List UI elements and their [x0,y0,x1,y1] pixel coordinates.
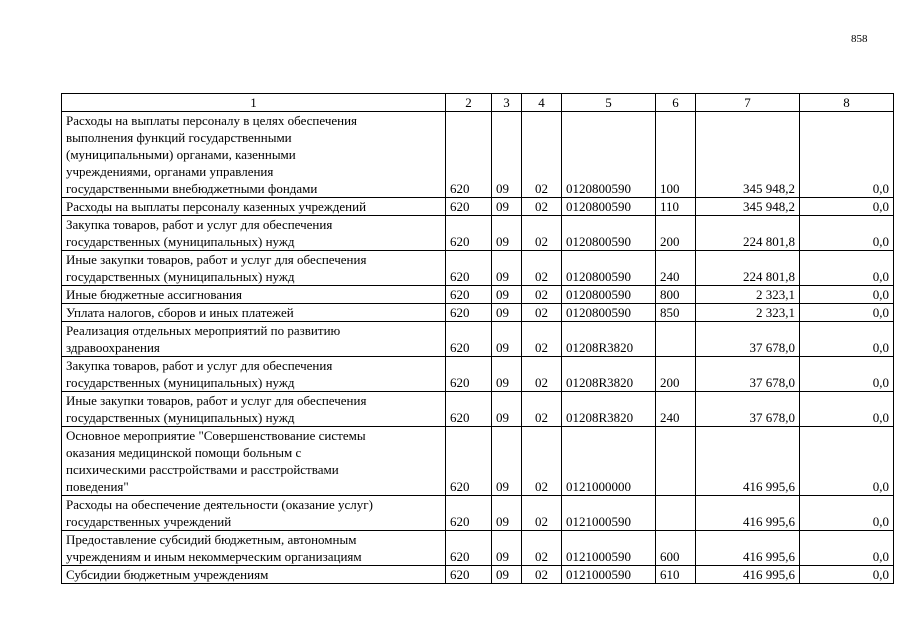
cell-ministry-code: 620 [446,392,492,427]
page-number: 858 [851,33,868,45]
cell-section: 09 [492,112,522,198]
cell-amount-extra: 0,0 [800,304,894,322]
cell-subsection: 02 [522,322,562,357]
cell-subsection: 02 [522,216,562,251]
cell-amount-extra: 0,0 [800,531,894,566]
cell-target-item: 0120800590 [562,198,656,216]
cell-section: 09 [492,216,522,251]
cell-amount: 224 801,8 [696,251,800,286]
cell-expense-type: 100 [656,112,696,198]
cell-target-item: 0121000590 [562,531,656,566]
row-description [62,198,446,216]
header-cell: 4 [522,94,562,112]
cell-subsection: 02 [522,496,562,531]
cell-amount-extra: 0,0 [800,322,894,357]
cell-target-item: 0121000590 [562,496,656,531]
cell-target-item: 0120800590 [562,216,656,251]
cell-ministry-code: 620 [446,304,492,322]
cell-expense-type: 110 [656,198,696,216]
description-line: Расходы на выплаты персоналу казенных учреждений [66,199,367,214]
cell-ministry-code: 620 [446,357,492,392]
header-row [62,94,894,112]
row-description [62,304,446,322]
cell-subsection: 02 [522,531,562,566]
description-line: Предоставление субсидий бюджетным, автономным [66,532,357,547]
cell-expense-type: 240 [656,392,696,427]
row-description [62,286,446,304]
description-line: Закупка товаров, работ и услуг для обеспечения [66,217,333,232]
row-description [62,566,446,584]
description-line: государственных (муниципальных) нужд [66,234,295,249]
cell-target-item: 0121000000 [562,427,656,496]
cell-expense-type: 850 [656,304,696,322]
table-row [62,216,894,251]
cell-ministry-code: 620 [446,531,492,566]
cell-section: 09 [492,496,522,531]
cell-ministry-code: 620 [446,216,492,251]
cell-section: 09 [492,198,522,216]
cell-expense-type: 800 [656,286,696,304]
description-line: (муниципальными) органами, казенными [66,147,296,162]
header-cell: 5 [562,94,656,112]
cell-section: 09 [492,286,522,304]
cell-amount-extra: 0,0 [800,392,894,427]
header-cell: 3 [492,94,522,112]
cell-amount: 37 678,0 [696,322,800,357]
description-line: государственных (муниципальных) нужд [66,269,295,284]
description-line: государственных учреждений [66,514,232,529]
cell-expense-type: 240 [656,251,696,286]
cell-amount: 345 948,2 [696,198,800,216]
cell-section: 09 [492,322,522,357]
table-row [62,112,894,198]
description-line: Расходы на обеспечение деятельности (оказание услуг) [66,497,373,512]
cell-amount: 345 948,2 [696,112,800,198]
cell-amount-extra: 0,0 [800,251,894,286]
table-row [62,251,894,286]
cell-subsection: 02 [522,427,562,496]
description-line: выполнения функций государственными [66,130,292,145]
budget-table [61,93,894,584]
cell-amount: 416 995,6 [696,566,800,584]
cell-amount: 416 995,6 [696,531,800,566]
cell-amount-extra: 0,0 [800,496,894,531]
description-line: Уплата налогов, сборов и иных платежей [66,305,294,320]
table-row [62,496,894,531]
cell-amount-extra: 0,0 [800,112,894,198]
cell-expense-type: 200 [656,357,696,392]
table-row [62,357,894,392]
description-line: государственных (муниципальных) нужд [66,410,295,425]
table-row [62,286,894,304]
table-row [62,427,894,496]
description-line: Иные закупки товаров, работ и услуг для обеспечения [66,393,367,408]
cell-target-item: 0121000590 [562,566,656,584]
row-description [62,216,446,251]
description-line: учреждениям и иным некоммерческим организациям [66,549,362,564]
cell-subsection: 02 [522,357,562,392]
cell-amount-extra: 0,0 [800,357,894,392]
header-cell: 6 [656,94,696,112]
table-row [62,566,894,584]
cell-expense-type [656,322,696,357]
cell-expense-type: 610 [656,566,696,584]
cell-expense-type [656,427,696,496]
row-description [62,112,446,198]
row-description [62,251,446,286]
description-line: Иные закупки товаров, работ и услуг для обеспечения [66,252,367,267]
cell-target-item: 01208R3820 [562,392,656,427]
description-line: учреждениями, органами управления [66,164,274,179]
cell-amount: 416 995,6 [696,496,800,531]
cell-target-item: 0120800590 [562,112,656,198]
table-row [62,198,894,216]
cell-subsection: 02 [522,198,562,216]
row-description [62,427,446,496]
cell-amount: 2 323,1 [696,304,800,322]
cell-subsection: 02 [522,392,562,427]
header-cell: 7 [696,94,800,112]
cell-section: 09 [492,357,522,392]
row-description [62,357,446,392]
cell-subsection: 02 [522,304,562,322]
row-description [62,322,446,357]
cell-amount-extra: 0,0 [800,198,894,216]
cell-amount: 2 323,1 [696,286,800,304]
row-description [62,392,446,427]
cell-ministry-code: 620 [446,322,492,357]
cell-amount: 416 995,6 [696,427,800,496]
cell-target-item: 0120800590 [562,251,656,286]
cell-target-item: 0120800590 [562,286,656,304]
cell-expense-type [656,496,696,531]
header-cell: 8 [800,94,894,112]
cell-amount: 37 678,0 [696,392,800,427]
description-line: Реализация отдельных мероприятий по развитию [66,323,341,338]
cell-ministry-code: 620 [446,251,492,286]
cell-ministry-code: 620 [446,286,492,304]
cell-section: 09 [492,304,522,322]
cell-target-item: 01208R3820 [562,357,656,392]
cell-subsection: 02 [522,286,562,304]
table-row [62,322,894,357]
cell-ministry-code: 620 [446,566,492,584]
cell-subsection: 02 [522,112,562,198]
table-row [62,304,894,322]
table-row [62,392,894,427]
cell-section: 09 [492,392,522,427]
description-line: государственных (муниципальных) нужд [66,375,295,390]
cell-expense-type: 200 [656,216,696,251]
cell-ministry-code: 620 [446,427,492,496]
cell-expense-type: 600 [656,531,696,566]
cell-target-item: 0120800590 [562,304,656,322]
cell-amount-extra: 0,0 [800,427,894,496]
cell-amount-extra: 0,0 [800,216,894,251]
table-row [62,531,894,566]
cell-ministry-code: 620 [446,198,492,216]
cell-amount: 37 678,0 [696,357,800,392]
cell-ministry-code: 620 [446,496,492,531]
description-line: психическими расстройствами и расстройствами [66,462,339,477]
description-line: Иные бюджетные ассигнования [66,287,243,302]
description-line: оказания медицинской помощи больным с [66,445,302,460]
description-line: Расходы на выплаты персоналу в целях обеспечения [66,113,358,128]
cell-section: 09 [492,531,522,566]
description-line: поведения" [66,479,129,494]
description-line: здравоохранения [66,340,160,355]
cell-amount-extra: 0,0 [800,286,894,304]
cell-section: 09 [492,251,522,286]
header-cell: 2 [446,94,492,112]
description-line: Субсидии бюджетным учреждениям [66,567,269,582]
row-description [62,496,446,531]
description-line: Основное мероприятие "Совершенствование системы [66,428,366,443]
description-line: Закупка товаров, работ и услуг для обеспечения [66,358,333,373]
cell-section: 09 [492,566,522,584]
cell-section: 09 [492,427,522,496]
header-cell: 1 [62,94,446,112]
cell-ministry-code: 620 [446,112,492,198]
cell-target-item: 01208R3820 [562,322,656,357]
cell-amount-extra: 0,0 [800,566,894,584]
cell-subsection: 02 [522,566,562,584]
description-line: государственными внебюджетными фондами [66,181,318,196]
row-description [62,531,446,566]
cell-subsection: 02 [522,251,562,286]
cell-amount: 224 801,8 [696,216,800,251]
